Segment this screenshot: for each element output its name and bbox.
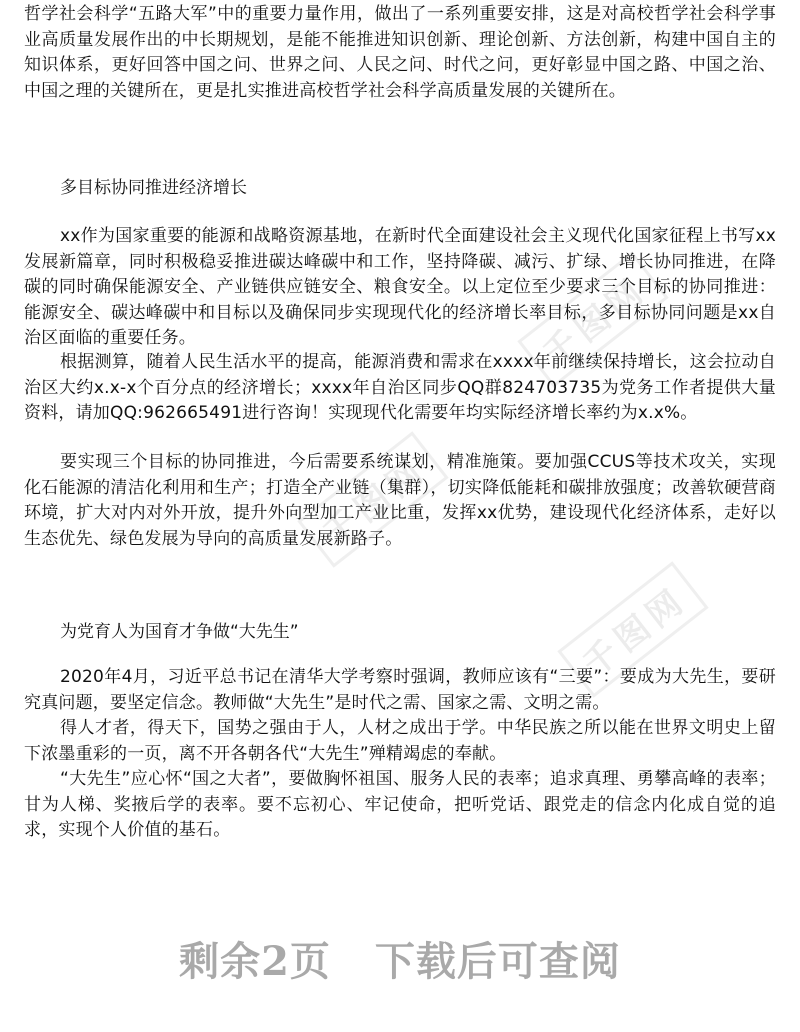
top-paragraph: 哲学社会科学“五路大军”中的重要力量作用，做出了一系列重要安排，这是对高校哲学社会科学事业高质量发展作出的中长期规划，是能不能推进知识创新、理论创新、方法创新，构建中国自主的知识体系，更好回答中国之问、世界之问、人民之问、时代之问，更好彰显中国之路、中国之治、中国之理的关键所在，更是扎实推进高校哲学社会科学高质量发展的关键所在。	[24, 4, 776, 101]
download-prompt[interactable]	[0, 930, 800, 987]
watermark: 千图网	[557, 561, 708, 697]
section1-paragraph-2: 根据测算，随着人民生活水平的提高，能源消费和需求在xxxx年前继续保持增长，这会拉动自治区大约x.x-x个百分点的经济增长；xxxx年自治区同步QQ群824703735为党务工作者提供大量资料，请加QQ:962665491进行咨询！实现现代化需要年均实际经济增长率约为x.x%。	[24, 352, 776, 423]
section2-paragraph-2: 得人才者，得天下，国势之强由于人，人材之成出于学。中华民族之所以能在世界文明史上留下浓墨重彩的一页，离不开各朝各代“大先生”殚精竭虑的奉献。	[24, 718, 776, 764]
remaining-pages-label: 剩余2页	[179, 938, 331, 985]
section1-paragraph-1: xx作为国家重要的能源和战略资源基地，在新时代全面建设社会主义现代化国家征程上书写xx发展新篇章，同时积极稳妥推进碳达峰碳中和工作，坚持降碳、减污、扩绿、增长协同推进，在降碳的同时确保能源安全、产业链供应链安全、粮食安全。以上定位至少要求三个目标的协同推进：能源安全、碳达峰碳中和目标以及确保同步实现现代化的经济增长率目标，多目标协同问题是xx自治区面临的重要任务。	[24, 226, 776, 348]
section-heading-teachers: 为党育人为国育才争做“大先生”	[60, 622, 299, 642]
section2-paragraph-3: “大先生”应心怀“国之大者”，要做胸怀祖国、服务人民的表率；追求真理、勇攀高峰的表率；甘为人梯、奖掖后学的表率。要不忘初心、牢记使命，把听党话、跟党走的信念内化成自觉的追求，实现个人价值的基石。	[24, 769, 776, 840]
section1-paragraph-3: 要实现三个目标的协同推进，今后需要系统谋划，精准施策。要加强CCUS等技术攻关，实现化石能源的清洁化利用和生产；打造全产业链（集群），切实降低能耗和碳排放强度；改善软硬营商环境，扩大对内对外开放，提升外向型加工产业比重，发挥xx优势，建设现代化经济体系，走好以生态优先、绿色发展为导向的高质量发展新路子。	[24, 452, 776, 549]
section2-paragraph-1: 2020年4月，习近平总书记在清华大学考察时强调，教师应该有“三要”：要成为大先生，要研究真问题，要坚定信念。教师做“大先生”是时代之需、国家之需、文明之需。	[24, 667, 776, 713]
watermark: 千图网	[297, 431, 448, 567]
watermark: 千图网	[517, 251, 668, 387]
section-heading-economy: 多目标协同推进经济增长	[60, 178, 247, 198]
download-to-view-label: 下载后可查阅	[374, 938, 621, 985]
